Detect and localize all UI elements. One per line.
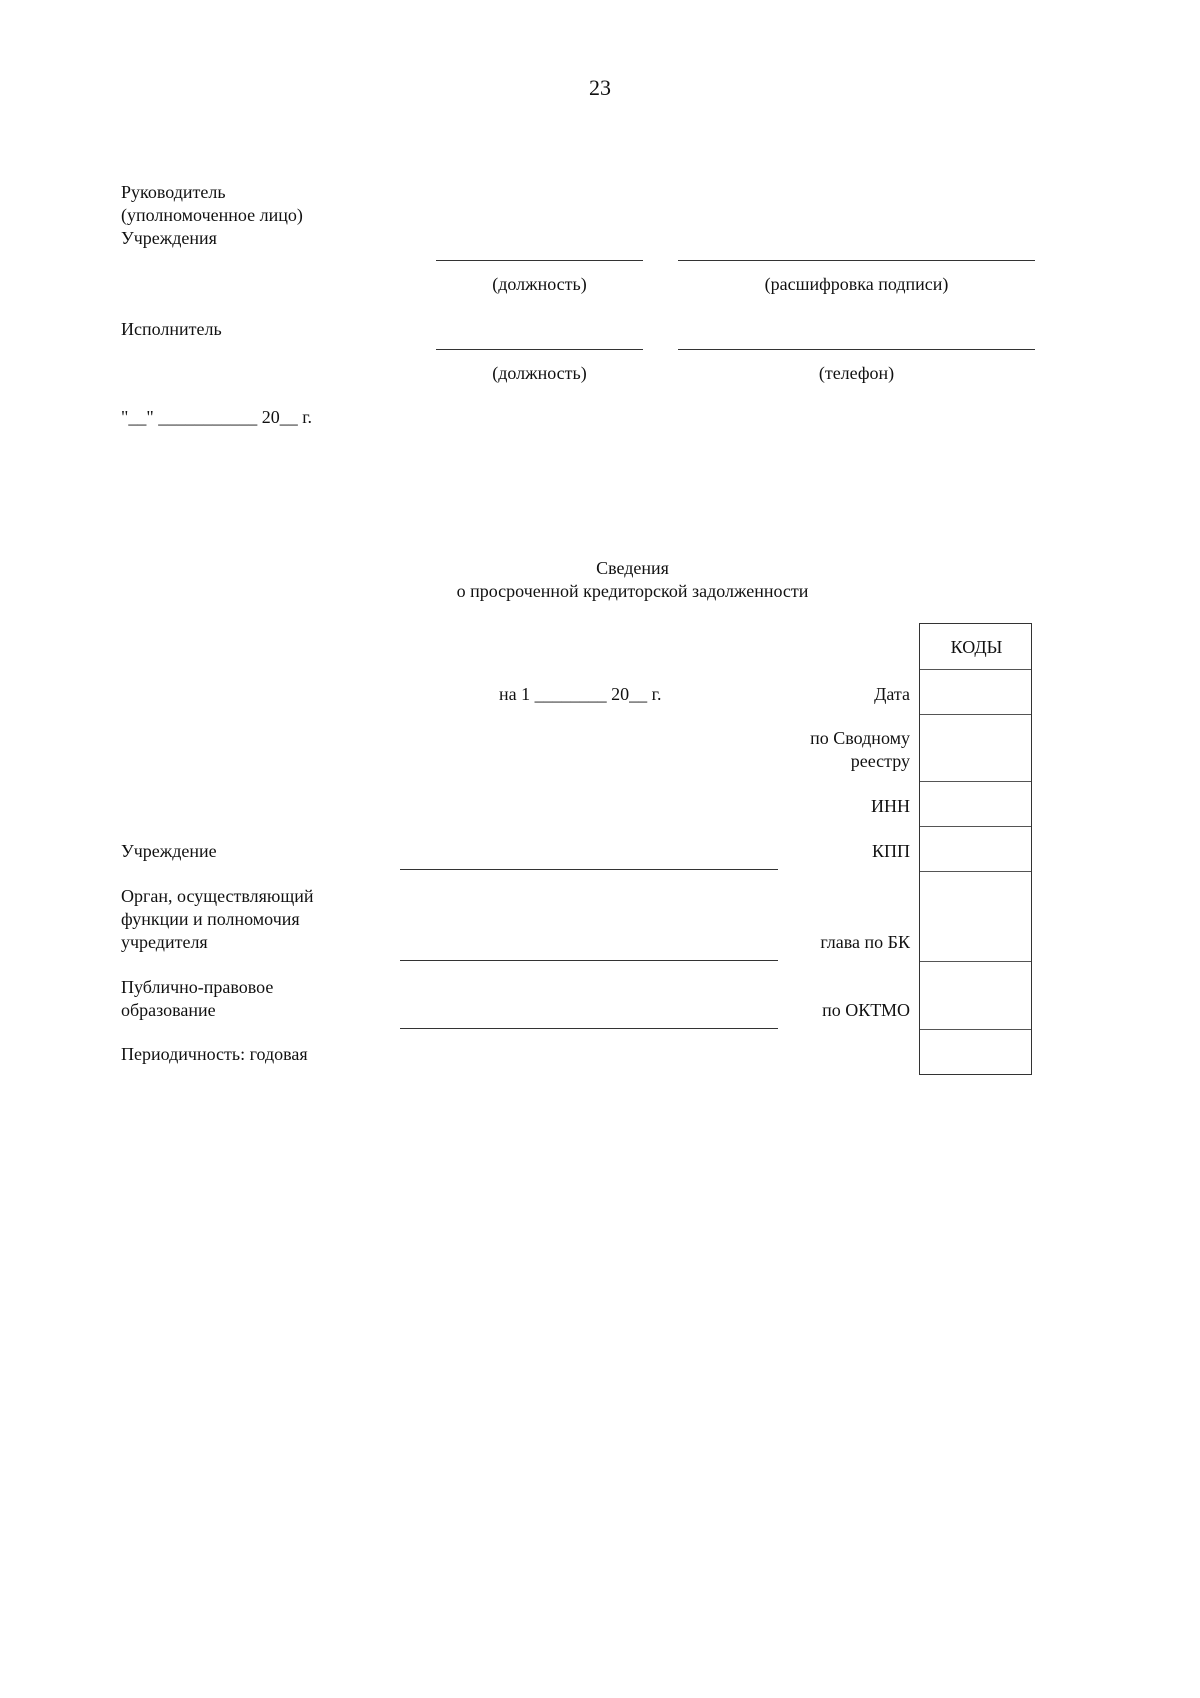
institution-line[interactable] [400, 869, 778, 870]
report-title: Сведения [596, 558, 669, 578]
founder-line[interactable] [400, 960, 778, 961]
executor-phone-caption: (телефон) [818, 363, 895, 383]
code-label-date: Дата [874, 684, 910, 704]
field-label-founder-line-2: функции и полномочия [121, 909, 300, 929]
codes-header-cell [920, 624, 1031, 670]
code-cell-glava[interactable] [920, 871, 1031, 962]
report-subtitle: о просроченной кредиторской задолженности [456, 581, 809, 601]
executor-label: Исполнитель [121, 319, 222, 339]
executor-position-caption: (должность) [492, 363, 587, 383]
field-label-municipality-line-2: образование [121, 1000, 216, 1020]
field-label-institution: Учреждение [121, 841, 217, 861]
head-signature-caption: (расшифровка подписи) [764, 274, 949, 294]
codes-header: КОДЫ [950, 637, 1003, 657]
executor-phone-line[interactable] [678, 349, 1035, 350]
code-cell-kpp[interactable] [920, 826, 1031, 872]
executor-position-line[interactable] [436, 349, 643, 350]
code-cell-oktmo[interactable] [920, 961, 1031, 1030]
head-label-line-3: Учреждения [121, 228, 217, 248]
code-label-registry-line-1: по Сводному [810, 728, 910, 748]
report-as-of-date: на 1 ________ 20__ г. [499, 684, 662, 704]
code-cell-registry[interactable] [920, 714, 1031, 782]
code-cell-periodicity[interactable] [920, 1029, 1031, 1074]
field-label-municipality-line-1: Публично-правовое [121, 977, 274, 997]
field-label-founder-line-3: учредителя [121, 932, 208, 952]
code-label-kpp: КПП [871, 841, 910, 861]
municipality-line[interactable] [400, 1028, 778, 1029]
codes-table [919, 623, 1032, 1075]
head-position-line[interactable] [436, 260, 643, 261]
code-label-registry-line-2: реестру [850, 751, 910, 771]
field-label-periodicity: Периодичность: годовая [121, 1044, 308, 1064]
code-cell-inn[interactable] [920, 781, 1031, 827]
code-label-inn: ИНН [871, 796, 910, 816]
field-label-founder-line-1: Орган, осуществляющий [121, 886, 314, 906]
head-label-line-1: Руководитель [121, 182, 226, 202]
code-label-glava: глава по БК [820, 932, 910, 952]
head-position-caption: (должность) [492, 274, 587, 294]
head-signature-line[interactable] [678, 260, 1035, 261]
code-label-oktmo: по ОКТМО [822, 1000, 910, 1020]
signature-date-line: "__" ___________ 20__ г. [121, 407, 313, 427]
page-number: 23 [589, 75, 611, 100]
head-label-line-2: (уполномоченное лицо) [121, 205, 303, 225]
code-cell-date[interactable] [920, 669, 1031, 715]
